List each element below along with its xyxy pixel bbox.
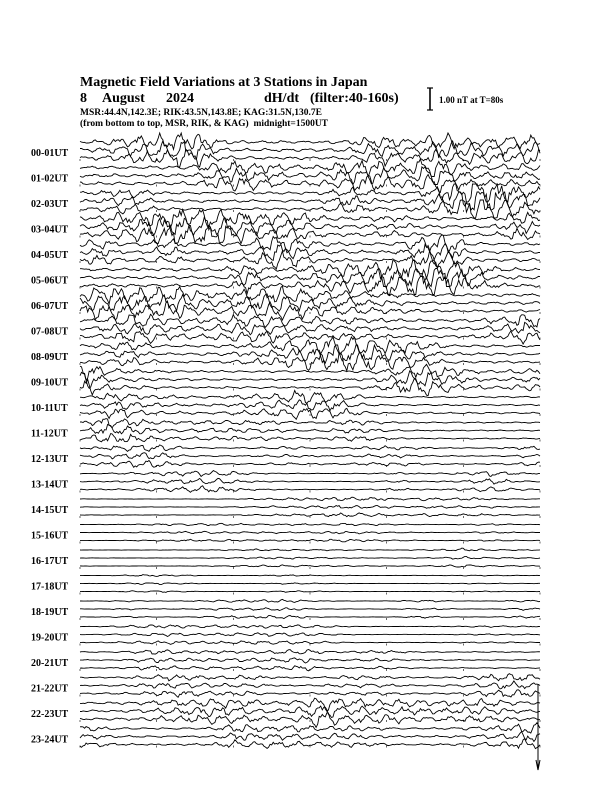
trace-kag	[80, 548, 540, 551]
scale-label: 1.00 nT at T=80s	[439, 95, 504, 105]
hour-label: 12-13UT	[31, 454, 69, 465]
trace-kag	[80, 698, 540, 711]
station-coordinates: MSR:44.4N,142.3E; RIK:43.5N,143.8E; KAG:31.5N,130.7E	[80, 108, 322, 118]
hour-label: 09-10UT	[31, 377, 69, 389]
hour-label: 07-08UT	[31, 326, 69, 338]
trace-rik	[80, 732, 540, 742]
trace-rik	[80, 506, 540, 509]
trace-kag	[80, 391, 540, 404]
hour-label: 11-12UT	[31, 428, 68, 440]
hour-label: 22-23UT	[31, 709, 69, 720]
trace-kag	[80, 723, 540, 733]
trace-kag	[80, 523, 540, 525]
date-year: 2024	[166, 91, 194, 106]
hour-label: 03-04UT	[31, 224, 69, 236]
chart-title: Magnetic Field Variations at 3 Stations in Japan	[80, 75, 368, 90]
trace-rik	[80, 583, 540, 585]
hour-label: 05-06UT	[31, 275, 69, 287]
date-day: 8	[80, 91, 87, 106]
trace-rik	[80, 556, 540, 559]
hour-label: 08-09UT	[31, 352, 69, 363]
trace-rik	[80, 424, 540, 433]
trace-kag	[80, 471, 540, 477]
trace-kag	[80, 419, 540, 428]
trace-msr	[80, 226, 540, 244]
trace-kag	[80, 337, 540, 354]
hour-label: 04-05UT	[31, 250, 69, 261]
trace-kag	[80, 445, 540, 452]
trace-kag	[80, 133, 540, 149]
trace-rik	[80, 633, 540, 637]
hour-label: 14-15UT	[31, 505, 69, 516]
trace-kag	[80, 575, 540, 577]
trace-msr	[80, 353, 540, 371]
trace-rik	[80, 478, 540, 484]
hour-label: 19-20UT	[31, 632, 69, 644]
trace-kag	[80, 650, 540, 655]
filter-label: (filter:40-160s)	[310, 91, 399, 106]
trace-msr	[80, 591, 540, 593]
hour-label: 06-07UT	[31, 301, 69, 312]
trace-msr	[80, 565, 540, 567]
trace-rik	[80, 706, 540, 717]
hour-label: 02-03UT	[31, 199, 69, 210]
trace-rik	[80, 269, 540, 287]
hour-label: 23-24UT	[31, 734, 69, 746]
trace-kag	[80, 599, 540, 602]
stacking-order-note: (from bottom to top, MSR, RIK, & KAG) midnight=1500UT	[80, 119, 329, 129]
trace-kag	[80, 674, 540, 681]
trace-msr	[80, 175, 540, 193]
trace-rik	[80, 608, 540, 611]
trace-rik	[80, 531, 540, 534]
trace-rik	[80, 371, 540, 388]
hour-label: 20-21UT	[31, 658, 69, 669]
trace-msr	[80, 149, 540, 167]
trace-rik	[80, 167, 540, 185]
date-month: August	[102, 91, 145, 106]
hour-label: 01-02UT	[31, 173, 69, 185]
hour-label: 17-18UT	[31, 581, 69, 593]
trace-rik	[80, 453, 540, 459]
trace-kag	[80, 235, 540, 252]
trace-rik	[80, 322, 540, 334]
trace-kag	[80, 261, 540, 279]
hour-label: 15-16UT	[31, 530, 69, 542]
trace-kag	[80, 625, 540, 628]
trace-msr	[80, 379, 540, 396]
trace-kag	[80, 497, 540, 501]
trace-rik	[80, 681, 540, 689]
trace-msr	[80, 539, 540, 542]
trace-msr	[80, 408, 540, 419]
hour-label: 16-17UT	[31, 556, 69, 567]
hour-label: 10-11UT	[31, 403, 68, 414]
hour-label: 21-22UT	[31, 683, 69, 695]
trace-rik	[80, 345, 540, 363]
trace-rik	[80, 218, 540, 236]
quantity-label: dH/dt	[264, 91, 300, 106]
trace-kag	[80, 314, 540, 327]
trace-msr	[80, 251, 540, 269]
hour-label: 13-14UT	[31, 479, 69, 491]
hour-label: 18-19UT	[31, 607, 69, 618]
trace-rik	[80, 658, 540, 663]
hour-label: 00-01UT	[31, 148, 69, 159]
